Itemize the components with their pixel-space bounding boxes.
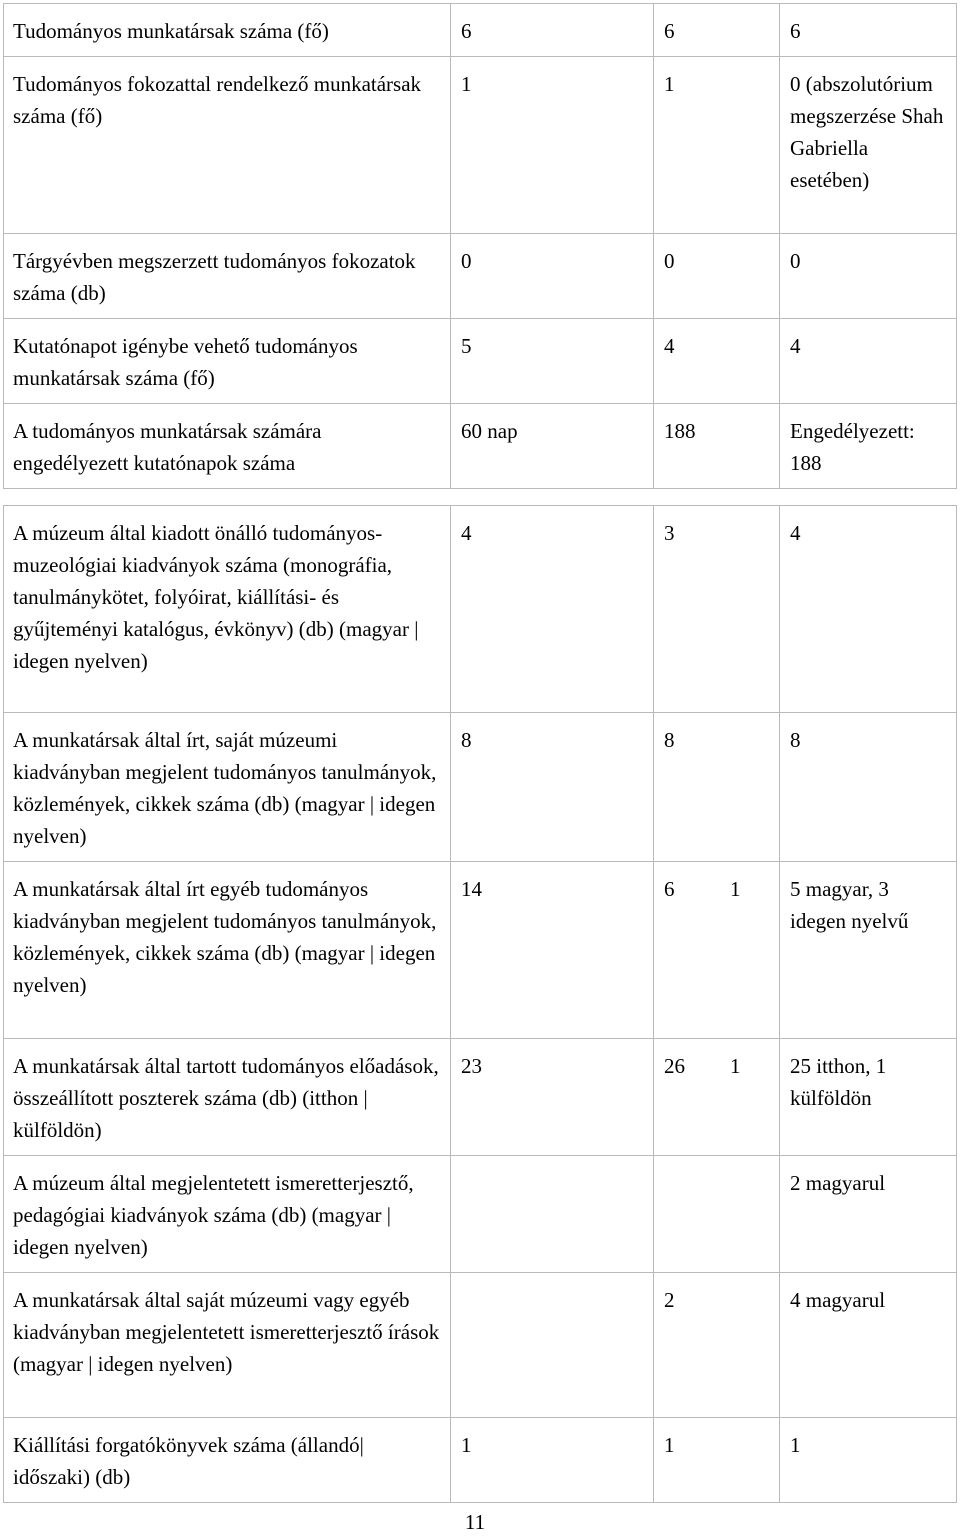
- publications-table: [3, 505, 957, 1503]
- value-cell: 2: [654, 1273, 780, 1418]
- value-cell: 2 magyarul: [780, 1156, 957, 1273]
- table-row: [4, 319, 957, 404]
- row-label: A munkatársak által írt egyéb tudományos kiadványban megjelent tudományos tanulmányok, közlemények, cikkek száma (db) (magyar | idegen nyelven): [4, 862, 451, 1039]
- table-row: [4, 1418, 957, 1503]
- table-row: [4, 57, 957, 234]
- value-cell: 3: [654, 506, 780, 713]
- value-cell: 14: [451, 862, 654, 1039]
- value-cell: Engedélyezett: 188: [780, 404, 957, 489]
- value-cell: 188: [654, 404, 780, 489]
- value-cell: 0: [780, 234, 957, 319]
- value-cell: 5: [451, 319, 654, 404]
- value-cell: 4: [780, 506, 957, 713]
- value-cell: 23: [451, 1039, 654, 1156]
- value-cell: 0: [451, 234, 654, 319]
- table-row: [4, 1039, 957, 1156]
- value-cell: 4: [451, 506, 654, 713]
- value-cell: 6: [780, 4, 957, 57]
- value-part: 1: [730, 1054, 741, 1078]
- value-cell: 1: [654, 57, 780, 234]
- value-part: 26: [664, 1054, 685, 1078]
- row-label: Tudományos munkatársak száma (fő): [4, 4, 451, 57]
- row-label: Kiállítási forgatókönyvek száma (állandó| időszaki) (db): [4, 1418, 451, 1503]
- row-label: A munkatársak által saját múzeumi vagy egyéb kiadványban megjelentetett ismeretterjesztő írások (magyar | idegen nyelven): [4, 1273, 451, 1418]
- table-row: [4, 713, 957, 862]
- value-cell-split: [654, 862, 780, 1039]
- page-number: 11: [464, 1510, 486, 1534]
- value-cell: 0 (abszolutórium megszerzése Shah Gabriella esetében): [780, 57, 957, 234]
- row-label: Tárgyévben megszerzett tudományos fokozatok száma (db): [4, 234, 451, 319]
- value-cell: 8: [451, 713, 654, 862]
- value-cell: [451, 1273, 654, 1418]
- value-cell: 1: [780, 1418, 957, 1503]
- table-row: [4, 1156, 957, 1273]
- value-cell: [654, 1156, 780, 1273]
- row-label: A munkatársak által írt, saját múzeumi kiadványban megjelent tudományos tanulmányok, közlemények, cikkek száma (db) (magyar | idegen nyelven): [4, 713, 451, 862]
- row-label: Tudományos fokozattal rendelkező munkatársak száma (fő): [4, 57, 451, 234]
- row-label: A tudományos munkatársak számára engedélyezett kutatónapok száma: [4, 404, 451, 489]
- value-cell: 8: [780, 713, 957, 862]
- table-row: [4, 404, 957, 489]
- value-cell: 1: [451, 57, 654, 234]
- value-part: 1: [730, 877, 741, 901]
- value-cell: 6: [451, 4, 654, 57]
- value-cell: 4: [780, 319, 957, 404]
- row-label: A munkatársak által tartott tudományos előadások, összeállított poszterek száma (db) (itthon | külföldön): [4, 1039, 451, 1156]
- value-cell: 60 nap: [451, 404, 654, 489]
- row-label: A múzeum által kiadott önálló tudományos-muzeológiai kiadványok száma (monográfia, tanulmánykötet, folyóirat, kiállítási- és gyűjteményi katalógus, évkönyv) (db) (magyar | idegen nyelven): [4, 506, 451, 713]
- table-row: [4, 506, 957, 713]
- value-cell: [451, 1156, 654, 1273]
- value-cell: 1: [654, 1418, 780, 1503]
- value-cell: 8: [654, 713, 780, 862]
- table-row: [4, 4, 957, 57]
- value-cell: 4: [654, 319, 780, 404]
- table-row: [4, 1273, 957, 1418]
- value-cell: 6: [654, 4, 780, 57]
- value-cell: 0: [654, 234, 780, 319]
- value-cell: 4 magyarul: [780, 1273, 957, 1418]
- table-row: [4, 234, 957, 319]
- row-label: A múzeum által megjelentetett ismeretterjesztő, pedagógiai kiadványok száma (db) (magyar | idegen nyelven): [4, 1156, 451, 1273]
- row-label: Kutatónapot igénybe vehető tudományos munkatársak száma (fő): [4, 319, 451, 404]
- staff-statistics-table: [3, 3, 957, 489]
- value-cell: 5 magyar, 3 idegen nyelvű: [780, 862, 957, 1039]
- value-cell-split: [654, 1039, 780, 1156]
- value-cell: 25 itthon, 1 külföldön: [780, 1039, 957, 1156]
- value-part: 6: [664, 877, 675, 901]
- table-row: [4, 862, 957, 1039]
- value-cell: 1: [451, 1418, 654, 1503]
